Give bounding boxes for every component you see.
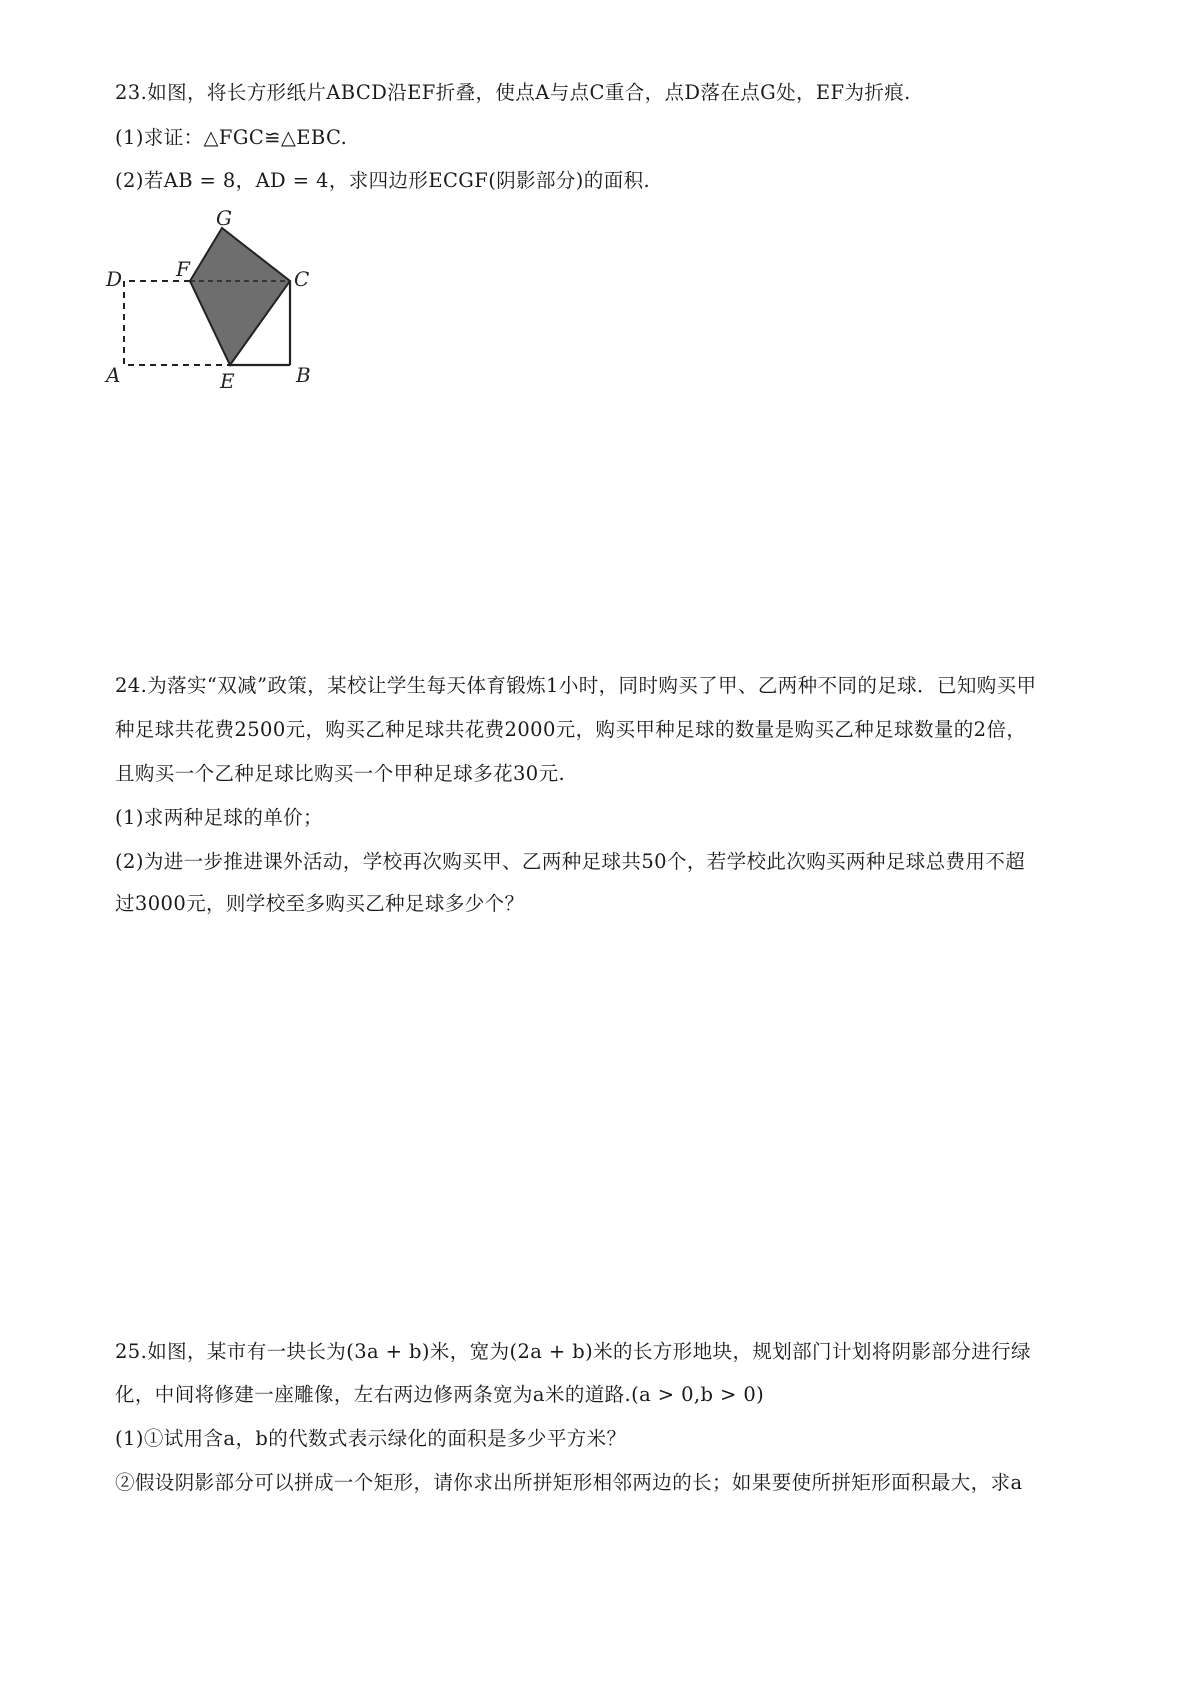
label-b: B — [296, 363, 311, 387]
q23-line-1: 23.如图，将长方形纸片ABCD沿EF折叠，使点A与点C重合，点D落在点G处，EF为折痕. — [115, 81, 911, 104]
label-a: A — [106, 363, 121, 387]
q23-folding-figure — [106, 206, 362, 420]
q24-line-2: 种足球共花费2500元，购买乙种足球共花费2000元，购买甲种足球的数量是购买乙种足球数量的2倍， — [115, 718, 1027, 741]
q25-line-2: 化，中间将修建一座雕像，左右两边修两条宽为a米的道路.(a > 0,b > 0) — [115, 1383, 765, 1406]
label-f: F — [176, 257, 190, 281]
q24-line-3: 且购买一个乙种足球比购买一个甲种足球多花30元. — [115, 762, 566, 785]
q23-part-2: (2)若AB = 8，AD = 4，求四边形ECGF(阴影部分)的面积. — [115, 169, 651, 192]
label-g: G — [216, 206, 232, 230]
q25-part-2: ②假设阴影部分可以拼成一个矩形，请你求出所拼矩形相邻两边的长；如果要使所拼矩形面积最大，求a — [115, 1471, 1023, 1494]
q24-part-2-cont: 过3000元，则学校至多购买乙种足球多少个？ — [115, 892, 525, 915]
label-d: D — [106, 267, 123, 291]
label-c: C — [294, 267, 310, 291]
q24-part-2: (2)为进一步推进课外活动，学校再次购买甲、乙两种足球共50个，若学校此次购买两种足球总费用不超 — [115, 850, 1026, 873]
q25-part-1: (1)①试用含a，b的代数式表示绿化的面积是多少平方米？ — [115, 1427, 627, 1450]
q25-line-1: 25.如图，某市有一块长为(3a + b)米，宽为(2a + b)米的长方形地块，规划部门计划将阴影部分进行绿 — [115, 1340, 1031, 1363]
shaded-quadrilateral-ecgf — [190, 228, 290, 365]
q24-part-1: (1)求两种足球的单价； — [115, 806, 323, 829]
q23-part-1: (1)求证：△FGC≌△EBC. — [115, 126, 348, 149]
q24-line-1: 24.为落实“双减”政策，某校让学生每天体育锻炼1小时，同时购买了甲、乙两种不同的足球．已知购买甲 — [115, 674, 1037, 697]
label-e: E — [220, 369, 235, 393]
